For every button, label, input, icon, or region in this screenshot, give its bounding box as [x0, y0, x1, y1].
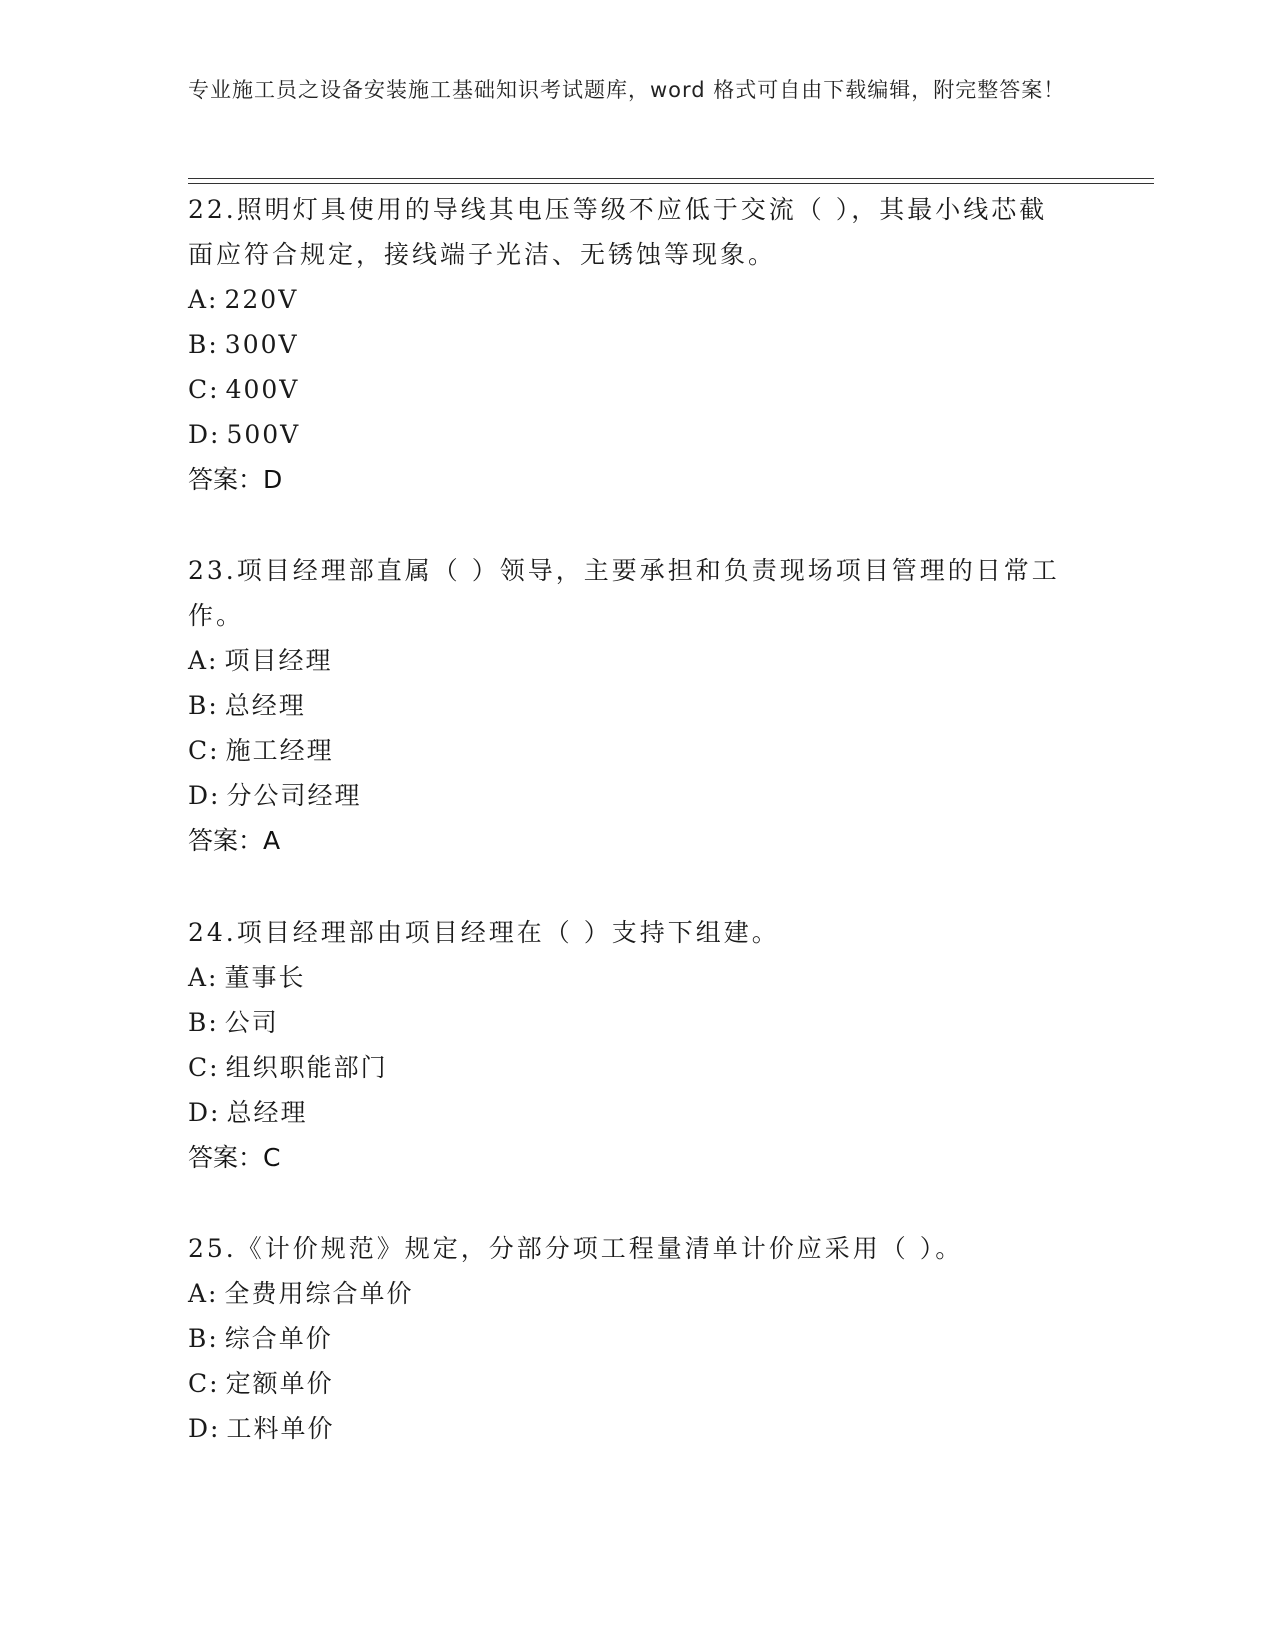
option-text: 定额单价 [225, 1369, 334, 1398]
option-c [188, 367, 1068, 412]
answer-line [188, 1135, 1068, 1180]
answer-label: 答案： [188, 1143, 264, 1172]
option-letter: D: [188, 1414, 221, 1443]
option-letter: D: [188, 420, 221, 449]
option-d [188, 1090, 1068, 1135]
question-22 [188, 187, 1068, 502]
option-b [188, 1316, 1068, 1361]
option-letter: C: [188, 1369, 220, 1398]
option-c [188, 1045, 1068, 1090]
option-b [188, 322, 1068, 367]
question-25 [188, 1226, 1068, 1451]
question-24 [188, 910, 1068, 1180]
header-divider-bottom [188, 183, 1154, 184]
option-letter: A: [188, 1279, 219, 1308]
option-text: 500V [226, 420, 301, 449]
option-letter: C: [188, 375, 220, 404]
option-text: 总经理 [224, 691, 306, 720]
answer-value: C [263, 1143, 281, 1172]
option-text: 工料单价 [226, 1414, 335, 1443]
option-text: 董事长 [224, 963, 306, 992]
option-letter: B: [188, 330, 219, 359]
option-c [188, 1361, 1068, 1406]
option-text: 公司 [224, 1008, 279, 1037]
option-c [188, 728, 1068, 773]
option-letter: A: [188, 646, 219, 675]
option-text: 300V [224, 330, 299, 359]
option-letter: A: [188, 285, 219, 314]
question-stem: 22.照明灯具使用的导线其电压等级不应低于交流（ ），其最小线芯截面应符合规定，接线端子光洁、无锈蚀等现象。 [188, 195, 1048, 269]
option-b [188, 1000, 1068, 1045]
option-letter: A: [188, 963, 219, 992]
answer-label: 答案： [188, 465, 264, 494]
option-text: 组织职能部门 [225, 1053, 388, 1082]
option-text: 分公司经理 [226, 781, 362, 810]
option-text: 施工经理 [225, 736, 334, 765]
answer-label: 答案： [188, 826, 264, 855]
question-stem: 23.项目经理部直属（ ）领导，主要承担和负责现场项目管理的日常工作。 [188, 556, 1060, 630]
option-letter: B: [188, 1008, 219, 1037]
option-d [188, 412, 1068, 457]
option-d [188, 1406, 1068, 1451]
option-letter: B: [188, 1324, 219, 1353]
option-text: 综合单价 [224, 1324, 333, 1353]
option-d [188, 773, 1068, 818]
option-b [188, 683, 1068, 728]
option-text: 400V [225, 375, 300, 404]
option-text: 总经理 [226, 1098, 308, 1127]
option-a [188, 1271, 1068, 1316]
answer-value: D [263, 465, 283, 494]
question-stem: 25.《计价规范》规定，分部分项工程量清单计价应采用（ ）。 [188, 1234, 964, 1263]
option-a [188, 277, 1068, 322]
option-letter: C: [188, 736, 220, 765]
option-text: 全费用综合单价 [224, 1279, 414, 1308]
question-stem: 24.项目经理部由项目经理在（ ）支持下组建。 [188, 918, 780, 947]
question-23 [188, 548, 1068, 863]
answer-value: A [263, 826, 281, 855]
option-a [188, 955, 1068, 1000]
document-header: 专业施工员之设备安装施工基础知识考试题库，word 格式可自由下载编辑，附完整答案！ [188, 78, 1066, 102]
answer-line [188, 457, 1068, 502]
option-letter: D: [188, 1098, 221, 1127]
answer-line [188, 818, 1068, 863]
option-letter: C: [188, 1053, 220, 1082]
header-divider-top [188, 178, 1154, 179]
option-text: 220V [224, 285, 299, 314]
option-letter: B: [188, 691, 219, 720]
option-text: 项目经理 [224, 646, 333, 675]
option-a [188, 638, 1068, 683]
option-letter: D: [188, 781, 221, 810]
